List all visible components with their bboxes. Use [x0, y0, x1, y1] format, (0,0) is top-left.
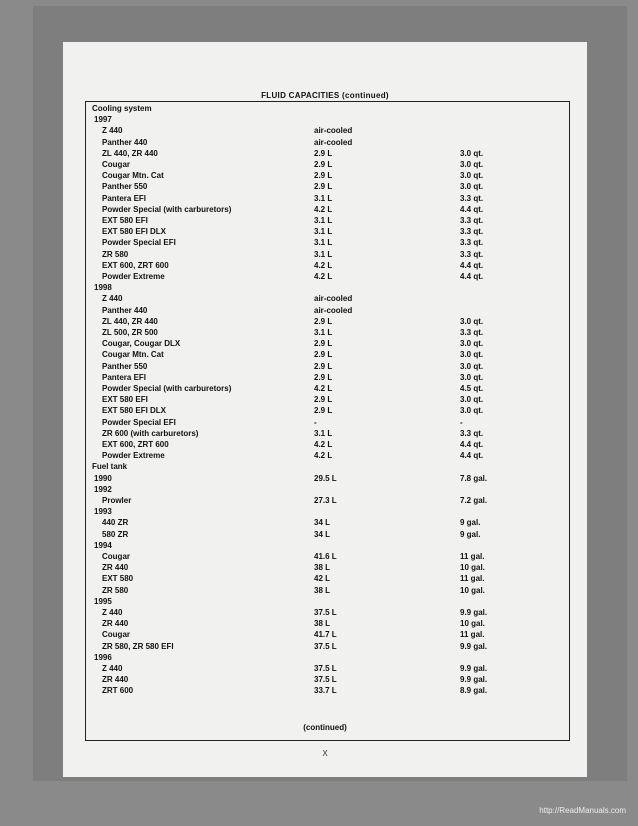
row-us-value: 11 gal. — [460, 552, 485, 561]
row-label: ZL 440, ZR 440 — [102, 148, 158, 158]
table-row — [86, 383, 569, 394]
row-label: 1992 — [94, 484, 112, 494]
row-us-value: 7.8 gal. — [460, 473, 488, 483]
row-metric-value: 3.1 L — [314, 193, 333, 203]
row-metric-value: air-cooled — [314, 294, 353, 304]
continued-note: (continued) — [303, 723, 347, 732]
row-label: Z 440 — [102, 664, 123, 673]
row-metric-value: 2.9 L — [314, 148, 333, 158]
row-metric-value: 2.9 L — [314, 395, 333, 405]
row-label: EXT 580 EFI — [102, 216, 148, 225]
row-label: ZR 580 — [102, 585, 129, 595]
row-us-value: 4.5 qt. — [460, 384, 484, 393]
table-row — [86, 517, 569, 528]
row-us-value: 9 gal. — [460, 529, 481, 539]
table-row — [86, 573, 569, 584]
row-metric-value: 38 L — [314, 563, 331, 573]
table-row — [86, 394, 569, 405]
row-us-value: 3.3 qt. — [460, 227, 484, 237]
row-us-value: 9.9 gal. — [460, 664, 488, 673]
row-us-value: 3.0 qt. — [460, 148, 484, 158]
row-label: ZR 580, ZR 580 EFI — [102, 641, 174, 651]
row-us-value: 3.0 qt. — [460, 339, 484, 349]
table-row — [86, 125, 569, 136]
table-row — [86, 495, 569, 506]
row-label: Panther 550 — [102, 361, 148, 371]
row-label: EXT 580 EFI DLX — [102, 406, 167, 416]
row-metric-value: 2.9 L — [314, 361, 333, 371]
table-row — [86, 641, 569, 652]
row-us-value: 3.3 qt. — [460, 238, 484, 248]
table-row — [86, 562, 569, 573]
row-metric-value: 37.5 L — [314, 675, 337, 685]
row-label: Cougar — [102, 160, 130, 169]
row-metric-value: 4.2 L — [314, 272, 333, 281]
row-label: Cooling system — [92, 104, 152, 113]
row-label: Powder Special (with carburetors) — [102, 204, 232, 214]
row-us-value: 3.3 qt. — [460, 328, 484, 337]
table-row — [86, 529, 569, 540]
row-label: Fuel tank — [92, 462, 128, 472]
row-label: 1998 — [94, 283, 112, 293]
table-row — [86, 103, 569, 114]
table-row — [86, 349, 569, 360]
row-label: 1995 — [94, 596, 112, 606]
row-us-value: 9.9 gal. — [460, 675, 488, 685]
table-row — [86, 282, 569, 293]
row-us-value: 10 gal. — [460, 563, 485, 573]
row-metric-value: 3.1 L — [314, 249, 333, 259]
row-label: 440 ZR — [102, 518, 129, 528]
table-row — [86, 652, 569, 663]
row-metric-value: 4.2 L — [314, 384, 333, 393]
table-row — [86, 461, 569, 472]
row-label: 580 ZR — [102, 529, 129, 539]
row-metric-value: 2.9 L — [314, 160, 333, 169]
row-us-value: 3.0 qt. — [460, 372, 484, 382]
row-label: EXT 580 EFI DLX — [102, 227, 167, 237]
page — [63, 42, 587, 777]
table-row — [86, 439, 569, 450]
row-label: Powder Special (with carburetors) — [102, 384, 232, 393]
row-label: ZR 600 (with carburetors) — [102, 428, 199, 438]
row-metric-value: 42 L — [314, 574, 331, 584]
table-row — [86, 170, 569, 181]
row-metric-value: 2.9 L — [314, 339, 333, 349]
row-us-value: 9.9 gal. — [460, 608, 488, 617]
row-label: 1997 — [94, 115, 112, 125]
row-us-value: 3.0 qt. — [460, 361, 484, 371]
row-label: Panther 440 — [102, 137, 148, 147]
row-us-value: 9 gal. — [460, 518, 481, 528]
row-label: 1996 — [94, 652, 112, 662]
row-label: ZRT 600 — [102, 686, 134, 696]
row-label: 1990 — [94, 473, 112, 483]
row-metric-value: 2.9 L — [314, 350, 333, 360]
table-row — [86, 293, 569, 304]
table-row — [86, 450, 569, 461]
row-label: EXT 600, ZRT 600 — [102, 440, 169, 449]
table-row — [86, 237, 569, 248]
row-label: ZR 440 — [102, 563, 129, 573]
table-row — [86, 618, 569, 629]
row-metric-value: 2.9 L — [314, 406, 333, 416]
row-metric-value: 3.1 L — [314, 328, 333, 337]
table-row — [86, 405, 569, 416]
table-row — [86, 506, 569, 517]
row-us-value: 7.2 gal. — [460, 496, 488, 505]
row-metric-value: 3.1 L — [314, 428, 333, 438]
table-row — [86, 361, 569, 372]
row-metric-value: 4.2 L — [314, 204, 333, 214]
table-row — [86, 417, 569, 428]
table-row — [86, 316, 569, 327]
table-row — [86, 685, 569, 696]
table-row — [86, 372, 569, 383]
row-us-value: 3.0 qt. — [460, 316, 484, 326]
row-metric-value: 37.5 L — [314, 641, 337, 651]
row-metric-value: 33.7 L — [314, 686, 337, 696]
row-label: Prowler — [102, 496, 132, 505]
table-row — [86, 596, 569, 607]
row-us-value: 3.0 qt. — [460, 350, 484, 360]
table-row — [86, 473, 569, 484]
row-metric-value: air-cooled — [314, 126, 353, 136]
row-us-value: 4.4 qt. — [460, 260, 484, 270]
table-row — [86, 428, 569, 439]
row-label: Cougar Mtn. Cat — [102, 350, 164, 360]
table-row — [86, 226, 569, 237]
row-label: Cougar Mtn. Cat — [102, 171, 164, 181]
row-us-value: 3.3 qt. — [460, 249, 484, 259]
row-label: EXT 600, ZRT 600 — [102, 260, 169, 270]
table-row — [86, 148, 569, 159]
row-us-value: - — [460, 417, 463, 427]
table-row — [86, 193, 569, 204]
row-us-value: 11 gal. — [460, 630, 485, 640]
table-row — [86, 137, 569, 148]
table-row — [86, 159, 569, 170]
table-row — [86, 327, 569, 338]
row-label: ZR 440 — [102, 619, 129, 629]
row-us-value: 3.3 qt. — [460, 193, 484, 203]
row-metric-value: 4.2 L — [314, 260, 333, 270]
row-us-value: 3.0 qt. — [460, 182, 484, 192]
row-us-value: 4.4 qt. — [460, 440, 484, 449]
table-row — [86, 215, 569, 226]
row-label: ZR 580 — [102, 249, 129, 259]
table-row — [86, 663, 569, 674]
row-us-value: 3.3 qt. — [460, 216, 484, 225]
row-us-value: 3.0 qt. — [460, 406, 484, 416]
row-us-value: 10 gal. — [460, 619, 485, 629]
row-metric-value: 41.6 L — [314, 552, 337, 561]
row-metric-value: 3.1 L — [314, 216, 333, 225]
table-row — [86, 629, 569, 640]
row-label: EXT 580 EFI — [102, 395, 148, 405]
table-row — [86, 260, 569, 271]
row-metric-value: 37.5 L — [314, 608, 337, 617]
row-metric-value: 38 L — [314, 585, 331, 595]
table-row — [86, 114, 569, 125]
row-label: 1993 — [94, 507, 112, 517]
row-metric-value: 34 L — [314, 518, 331, 528]
row-label: Cougar — [102, 552, 130, 561]
row-metric-value: 2.9 L — [314, 171, 333, 181]
row-label: Pantera EFI — [102, 372, 147, 382]
row-us-value: 4.4 qt. — [460, 272, 484, 281]
row-metric-value: air-cooled — [314, 305, 353, 315]
row-us-value: 4.4 qt. — [460, 451, 484, 461]
table-row — [86, 249, 569, 260]
row-us-value: 9.9 gal. — [460, 641, 488, 651]
row-label: Powder Extreme — [102, 451, 165, 461]
row-label: Z 440 — [102, 294, 123, 304]
row-label: EXT 580 — [102, 574, 134, 584]
page-title: FLUID CAPACITIES (continued) — [261, 91, 389, 100]
row-label: Panther 550 — [102, 182, 148, 192]
row-label: Cougar, Cougar DLX — [102, 339, 181, 349]
row-us-value: 3.0 qt. — [460, 395, 484, 405]
row-metric-value: 2.9 L — [314, 182, 333, 192]
row-metric-value: 3.1 L — [314, 238, 333, 248]
row-us-value: 3.3 qt. — [460, 428, 484, 438]
row-metric-value: 29.5 L — [314, 473, 337, 483]
row-metric-value: 34 L — [314, 529, 331, 539]
row-label: ZL 440, ZR 440 — [102, 316, 158, 326]
row-metric-value: - — [314, 417, 317, 427]
row-us-value: 4.4 qt. — [460, 204, 484, 214]
table-row — [86, 305, 569, 316]
table-row — [86, 338, 569, 349]
row-label: 1994 — [94, 540, 112, 550]
row-metric-value: 38 L — [314, 619, 331, 629]
row-metric-value: 3.1 L — [314, 227, 333, 237]
row-metric-value: 27.3 L — [314, 496, 337, 505]
row-metric-value: 4.2 L — [314, 440, 333, 449]
row-label: Cougar — [102, 630, 130, 640]
row-label: ZL 500, ZR 500 — [102, 328, 158, 337]
row-label: Pantera EFI — [102, 193, 147, 203]
row-label: Panther 440 — [102, 305, 148, 315]
row-us-value: 3.0 qt. — [460, 160, 484, 169]
capacities-table — [85, 101, 570, 741]
table-row — [86, 540, 569, 551]
row-label: ZR 440 — [102, 675, 129, 685]
row-metric-value: 41.7 L — [314, 630, 337, 640]
row-us-value: 3.0 qt. — [460, 171, 484, 181]
table-row — [86, 607, 569, 618]
row-label: Powder Special EFI — [102, 417, 176, 427]
page-number: X — [322, 749, 328, 758]
table-row — [86, 674, 569, 685]
table-row — [86, 585, 569, 596]
watermark-text[interactable]: http://ReadManuals.com — [539, 806, 626, 815]
row-metric-value: 2.9 L — [314, 372, 333, 382]
row-us-value: 10 gal. — [460, 585, 485, 595]
row-label: Z 440 — [102, 126, 123, 136]
row-us-value: 8.9 gal. — [460, 686, 488, 696]
row-metric-value: air-cooled — [314, 137, 353, 147]
table-row — [86, 271, 569, 282]
row-us-value: 11 gal. — [460, 574, 485, 584]
row-label: Powder Extreme — [102, 272, 165, 281]
table-row — [86, 551, 569, 562]
row-label: Powder Special EFI — [102, 238, 176, 248]
row-label: Z 440 — [102, 608, 123, 617]
table-row — [86, 181, 569, 192]
row-metric-value: 2.9 L — [314, 316, 333, 326]
table-row — [86, 204, 569, 215]
table-row — [86, 484, 569, 495]
row-metric-value: 37.5 L — [314, 664, 337, 673]
row-metric-value: 4.2 L — [314, 451, 333, 461]
